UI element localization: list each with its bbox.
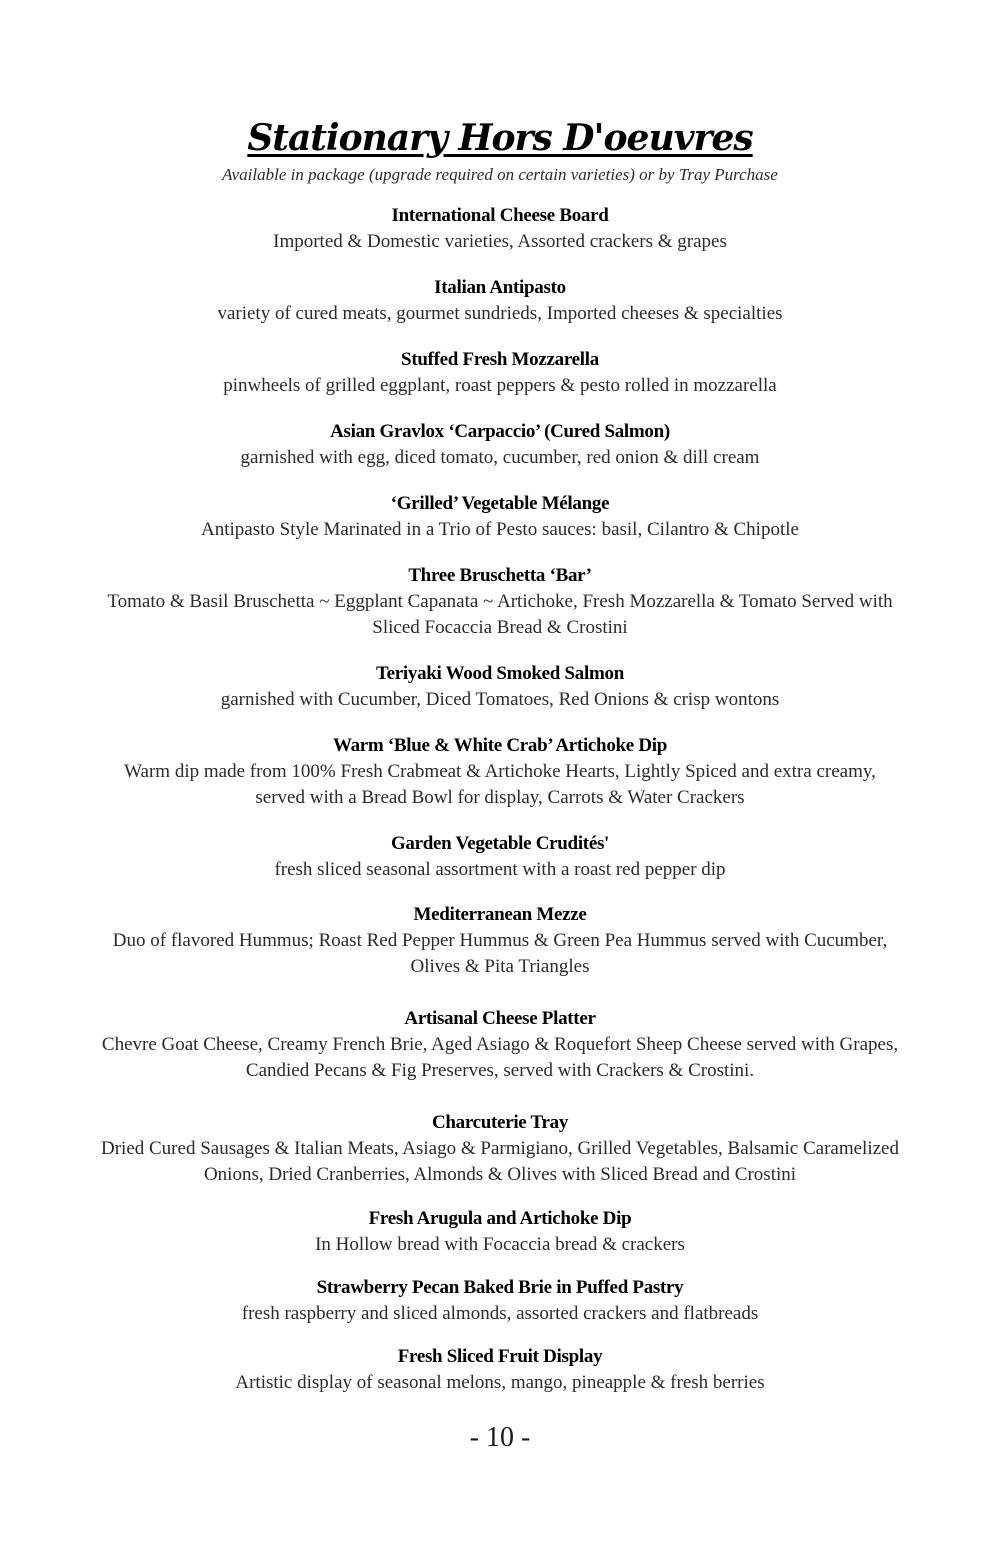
menu-item-name: Warm ‘Blue & White Crab’ Artichoke Dip [332, 735, 668, 756]
menu-item-name: International Cheese Board [391, 205, 609, 226]
menu-item-name: Teriyaki Wood Smoked Salmon [376, 663, 624, 684]
menu-item [0, 563, 1000, 641]
menu-item-name: Charcuterie Tray [431, 1112, 569, 1133]
menu-item-name: Garden Vegetable Crudités' [390, 833, 610, 854]
menu-item [0, 1206, 1000, 1258]
menu-item [0, 347, 1000, 399]
menu-item-description: Duo of flavored Hummus; Roast Red Pepper Hummus & Green Pea Hummus served with Cucumber, Olives & Pita Triangles [112, 930, 888, 977]
menu-item-description: Warm dip made from 100% Fresh Crabmeat & Artichoke Hearts, Lightly Spiced and extra creamy, served with a Bread Bowl for display, Carrots & Water Crackers [124, 761, 876, 808]
menu-item-name: Stuffed Fresh Mozzarella [401, 349, 599, 370]
page-number: - 10 - [469, 1422, 531, 1453]
menu-item-description: Artistic display of seasonal melons, mango, pineapple & fresh berries [235, 1372, 765, 1393]
menu-item-description: Antipasto Style Marinated in a Trio of Pesto sauces: basil, Cilantro & Chipotle [201, 519, 799, 540]
page-subtitle: Available in package (upgrade required on certain varieties) or by Tray Purchase [222, 165, 778, 184]
menu-item [0, 831, 1000, 883]
menu-item-description: Tomato & Basil Bruschetta ~ Eggplant Capanata ~ Artichoke, Fresh Mozzarella & Tomato Served with Sliced Focaccia Bread & Crostini [107, 591, 893, 638]
menu-item-description: variety of cured meats, gourmet sundrieds, Imported cheeses & specialties [217, 303, 783, 324]
menu-item-name: Mediterranean Mezze [413, 904, 587, 925]
menu-item-description: fresh sliced seasonal assortment with a roast red pepper dip [274, 859, 726, 880]
menu-item-description: garnished with Cucumber, Diced Tomatoes, Red Onions & crisp wontons [220, 689, 780, 710]
menu-item [0, 661, 1000, 713]
menu-item-name: Fresh Arugula and Artichoke Dip [368, 1208, 632, 1229]
menu-item-name: Asian Gravlox ‘Carpaccio’ (Cured Salmon) [330, 421, 670, 442]
menu-item-description: In Hollow bread with Focaccia bread & crackers [315, 1234, 685, 1255]
menu-item-description: Dried Cured Sausages & Italian Meats, Asiago & Parmigiano, Grilled Vegetables, Balsamic Caramelized Onions, Dried Cranberries, Almonds & Olives with Sliced Bread and Crostini [101, 1138, 899, 1185]
menu-item [0, 275, 1000, 327]
menu-item [0, 203, 1000, 255]
menu-item-name: Artisanal Cheese Platter [404, 1008, 596, 1029]
page-title: Stationary Hors D'oeuvres [247, 117, 753, 159]
menu-item-name: ‘Grilled’ Vegetable Mélange [390, 493, 610, 514]
menu-item [0, 1110, 1000, 1188]
menu-item-description: fresh raspberry and sliced almonds, assorted crackers and flatbreads [241, 1303, 759, 1324]
menu-item [0, 902, 1000, 980]
menu-item-description: Chevre Goat Cheese, Creamy French Brie, Aged Asiago & Roquefort Sheep Cheese served with Grapes, Candied Pecans & Fig Preserves, served with Crackers & Crostini. [101, 1034, 899, 1081]
menu-item [0, 491, 1000, 543]
menu-item-description: garnished with egg, diced tomato, cucumber, red onion & dill cream [240, 447, 760, 468]
menu-item-name: Fresh Sliced Fruit Display [397, 1346, 603, 1367]
menu-item-name: Italian Antipasto [434, 277, 566, 298]
menu-item [0, 1344, 1000, 1396]
menu-item [0, 1275, 1000, 1327]
menu-item [0, 733, 1000, 811]
menu-item-name: Strawberry Pecan Baked Brie in Puffed Pastry [316, 1277, 684, 1298]
menu-item-name: Three Bruschetta ‘Bar’ [408, 565, 592, 586]
menu-item-description: Imported & Domestic varieties, Assorted crackers & grapes [273, 231, 727, 252]
menu-item-description: pinwheels of grilled eggplant, roast peppers & pesto rolled in mozzarella [223, 375, 777, 396]
menu-item [0, 1006, 1000, 1084]
menu-item [0, 419, 1000, 471]
